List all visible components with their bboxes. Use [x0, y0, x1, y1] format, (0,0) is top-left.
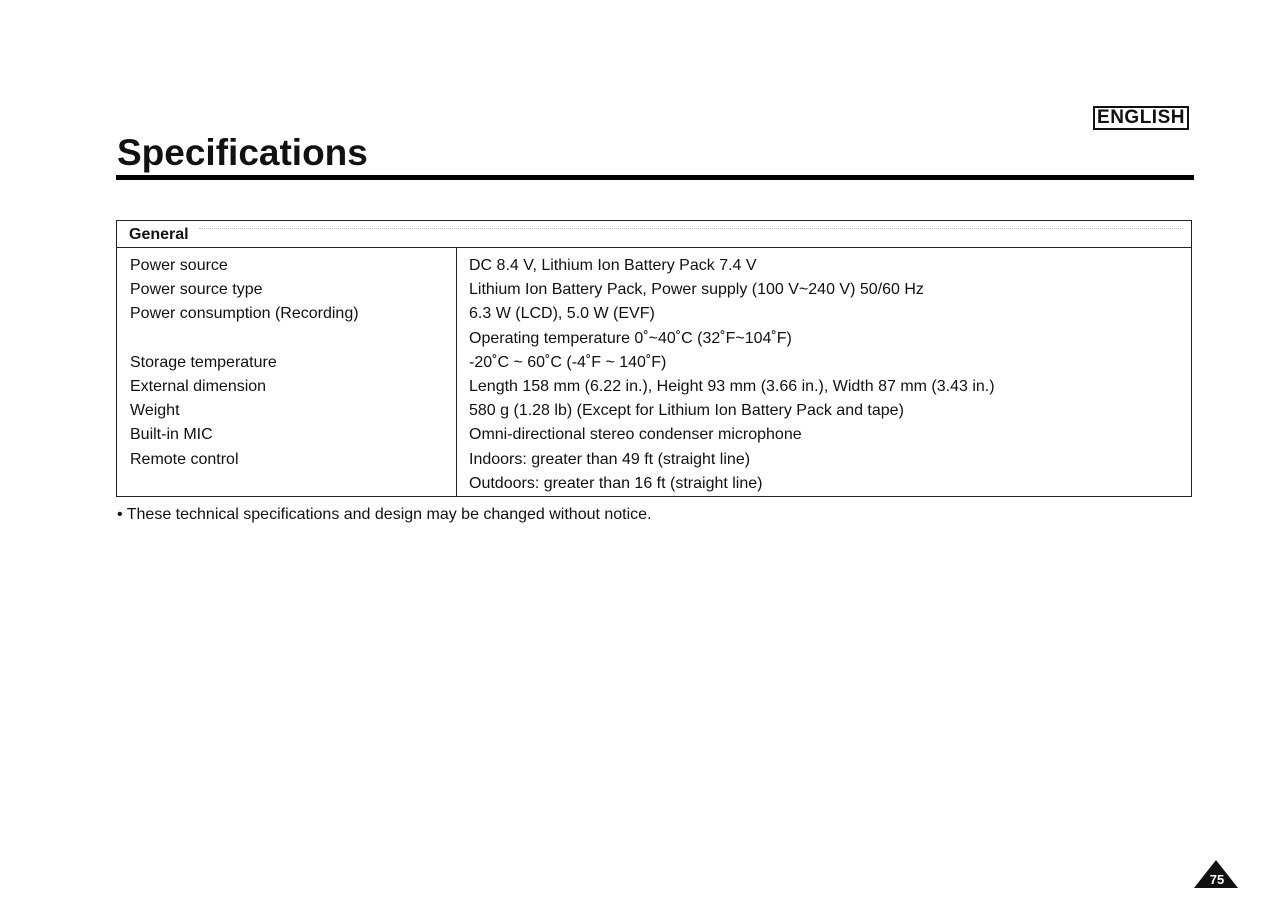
spec-row — [117, 375, 1191, 399]
spec-row — [117, 327, 1191, 351]
spec-label: Power source type — [130, 281, 263, 299]
page-number-triangle-icon — [1193, 859, 1239, 889]
spec-row — [117, 351, 1191, 375]
spec-label: Power source — [130, 257, 228, 274]
spec-row — [117, 254, 1191, 278]
spec-row — [117, 278, 1191, 302]
dotted-leader — [199, 228, 1183, 229]
spec-value: Operating temperature 0˚~40˚C (32˚F~104˚F) — [469, 329, 792, 347]
spec-value: Indoors: greater than 49 ft (straight line) — [469, 450, 751, 468]
spec-row — [117, 423, 1191, 447]
section-title: General — [129, 226, 189, 243]
section-header — [117, 221, 1191, 248]
spec-table — [116, 220, 1192, 497]
title-rule — [116, 175, 1194, 180]
spec-value: 580 g (1.28 lb) (Except for Lithium Ion Battery Pack and tape) — [469, 402, 904, 420]
spec-label: Built-in MIC — [130, 426, 213, 444]
spec-value: Outdoors: greater than 16 ft (straight line) — [469, 474, 763, 492]
language-badge: ENGLISH — [1093, 106, 1189, 130]
page-title: Specifications — [117, 132, 368, 173]
spec-value: Lithium Ion Battery Pack, Power supply (100 V~240 V) 50/60 Hz — [469, 281, 924, 299]
spec-rows — [117, 254, 1191, 496]
spec-label: Remote control — [130, 450, 239, 468]
spec-row — [117, 399, 1191, 423]
spec-row — [117, 302, 1191, 326]
spec-value: Omni-directional stereo condenser microphone — [469, 426, 802, 444]
spec-value: Length 158 mm (6.22 in.), Height 93 mm (3.66 in.), Width 87 mm (3.43 in.) — [469, 377, 995, 395]
footnote: • These technical specifications and design may be changed without notice. — [117, 506, 652, 523]
spec-value: DC 8.4 V, Lithium Ion Battery Pack 7.4 V — [469, 257, 757, 274]
page-number: 75 — [1209, 872, 1225, 887]
spec-value: -20˚C ~ 60˚C (-4˚F ~ 140˚F) — [469, 353, 667, 371]
spec-label: Weight — [130, 402, 180, 420]
spec-row — [117, 472, 1191, 496]
spec-label: Storage temperature — [130, 353, 277, 371]
spec-value: 6.3 W (LCD), 5.0 W (EVF) — [469, 305, 655, 323]
spec-label: External dimension — [130, 377, 267, 395]
spec-label: Power consumption (Recording) — [130, 305, 359, 323]
spec-row — [117, 448, 1191, 472]
